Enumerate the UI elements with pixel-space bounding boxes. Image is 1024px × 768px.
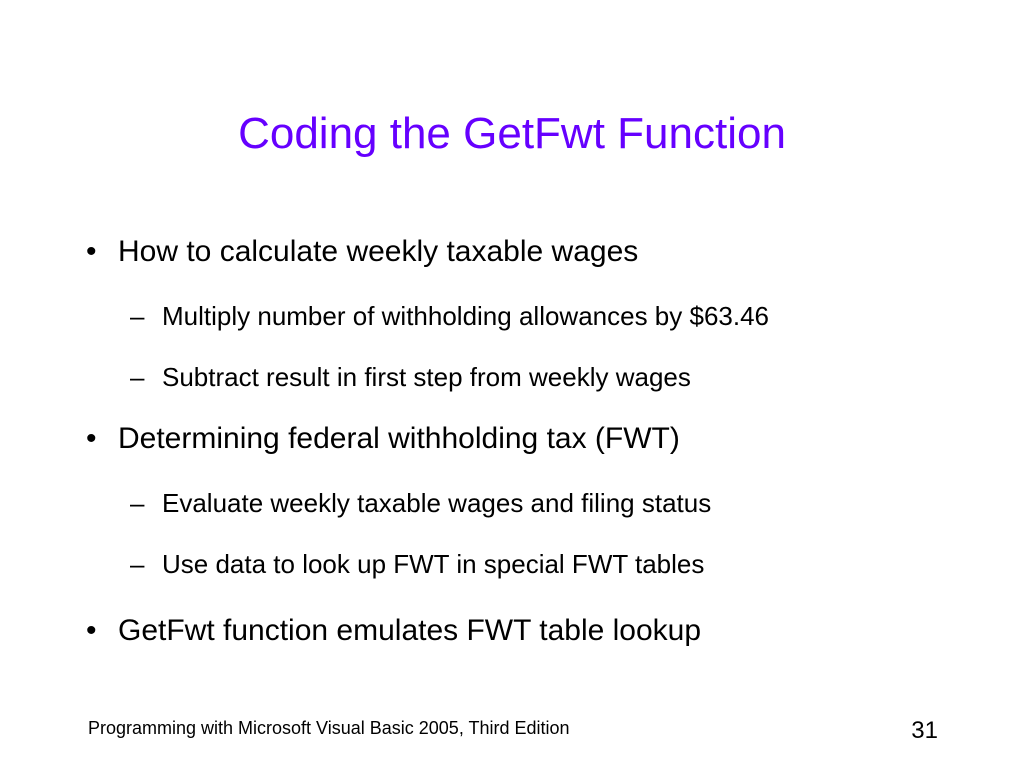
bullet-item bbox=[86, 421, 946, 457]
sub-bullet-marker: – bbox=[130, 362, 145, 392]
sub-bullet-marker: – bbox=[130, 488, 145, 518]
bullet-text: GetFwt function emulates FWT table lookup bbox=[118, 614, 702, 647]
bullet-marker: • bbox=[86, 422, 97, 455]
slide-number: 31 bbox=[911, 717, 938, 744]
bullet-item bbox=[86, 613, 946, 649]
footer-book-title: Programming with Microsoft Visual Basic 2005, Third Edition bbox=[88, 718, 570, 738]
slide-title: Coding the GetFwt Function bbox=[238, 109, 786, 158]
sub-bullet-item bbox=[130, 487, 970, 519]
sub-bullet-text: Subtract result in first step from weekly wages bbox=[162, 362, 691, 392]
sub-bullet-item bbox=[130, 361, 970, 393]
sub-bullet-marker: – bbox=[130, 549, 145, 579]
sub-bullet-item bbox=[130, 548, 970, 580]
bullet-item bbox=[86, 234, 946, 270]
bullet-text: Determining federal withholding tax (FWT) bbox=[118, 422, 680, 455]
sub-bullet-text: Use data to look up FWT in special FWT tables bbox=[162, 549, 705, 579]
sub-bullet-marker: – bbox=[130, 301, 145, 331]
sub-bullet-text: Multiply number of withholding allowances by $63.46 bbox=[162, 301, 770, 331]
sub-bullet-item bbox=[130, 300, 970, 332]
bullet-marker: • bbox=[86, 614, 97, 647]
bullet-marker: • bbox=[86, 235, 97, 268]
bullet-text: How to calculate weekly taxable wages bbox=[118, 235, 639, 268]
sub-bullet-text: Evaluate weekly taxable wages and filing status bbox=[162, 488, 712, 518]
